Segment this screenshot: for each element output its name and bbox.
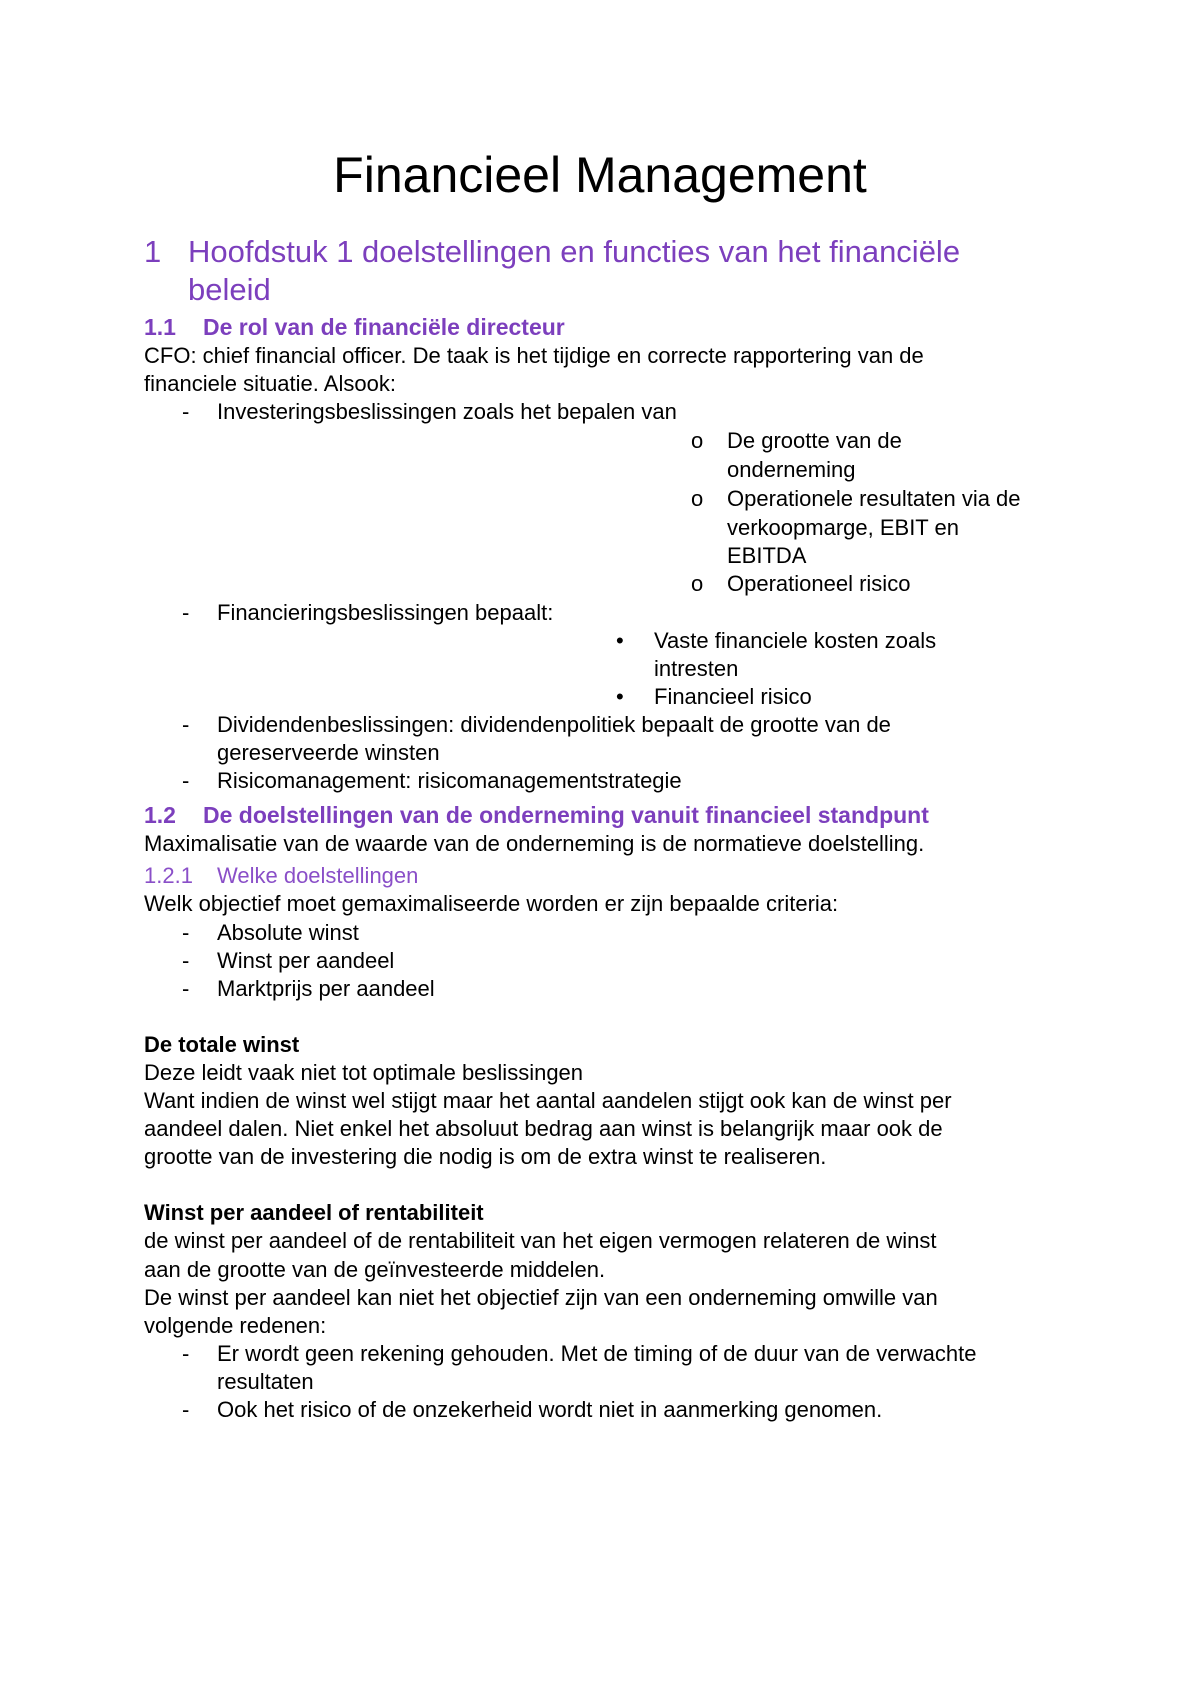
- dash-icon: -: [182, 600, 190, 625]
- list-item: Financieringsbeslissingen bepaalt:: [217, 600, 554, 625]
- bullet-icon: •: [616, 628, 624, 653]
- paragraph-line: aandeel dalen. Niet enkel het absoluut bedrag aan winst is belangrijk maar ook de: [144, 1116, 943, 1141]
- list-item: gereserveerde winsten: [217, 740, 440, 765]
- document-title: Financieel Management: [333, 147, 867, 203]
- paragraph-line: de winst per aandeel of de rentabiliteit van het eigen vermogen relateren de winst: [144, 1228, 937, 1253]
- bold-heading: Winst per aandeel of rentabiliteit: [144, 1200, 484, 1225]
- sub-list-item: EBITDA: [727, 543, 807, 568]
- list-item: Er wordt geen rekening gehouden. Met de timing of de duur van de verwachte: [217, 1341, 977, 1366]
- dash-icon: -: [182, 948, 190, 973]
- dash-icon: -: [182, 1397, 190, 1422]
- dash-icon: -: [182, 976, 190, 1001]
- subsection-number: 1.2.1: [144, 863, 193, 888]
- section-heading: De rol van de financiële directeur: [203, 314, 565, 340]
- paragraph-line: aan de grootte van de geïnvesteerde middelen.: [144, 1257, 606, 1282]
- list-item: Absolute winst: [217, 920, 359, 945]
- sub-list-item: verkoopmarge, EBIT en: [727, 515, 959, 540]
- circle-bullet-icon: o: [691, 428, 704, 453]
- paragraph-line: volgende redenen:: [144, 1313, 327, 1338]
- section-number: 1.1: [144, 314, 176, 340]
- list-item: Marktprijs per aandeel: [217, 976, 435, 1001]
- dash-icon: -: [182, 1341, 190, 1366]
- paragraph-line: De winst per aandeel kan niet het objectief zijn van een onderneming omwille van: [144, 1285, 938, 1310]
- paragraph-line: financiele situatie. Alsook:: [144, 371, 396, 396]
- list-item: Risicomanagement: risicomanagementstrategie: [217, 768, 682, 793]
- chapter-heading-line: Hoofdstuk 1 doelstellingen en functies van het financiële: [188, 234, 961, 269]
- sub-list-item: Operationele resultaten via de: [727, 486, 1021, 511]
- sub-list-item: Vaste financiele kosten zoals: [654, 628, 937, 653]
- chapter-number: 1: [144, 234, 162, 269]
- paragraph-line: CFO: chief financial officer. De taak is het tijdige en correcte rapportering van de: [144, 343, 924, 368]
- dash-icon: -: [182, 768, 190, 793]
- dash-icon: -: [182, 920, 190, 945]
- subsection-heading: Welke doelstellingen: [217, 863, 419, 888]
- sub-list-item: onderneming: [727, 457, 856, 482]
- paragraph-line: Maximalisatie van de waarde van de onderneming is de normatieve doelstelling.: [144, 831, 925, 856]
- chapter-heading-line: beleid: [188, 272, 271, 307]
- paragraph-line: Want indien de winst wel stijgt maar het aantal aandelen stijgt ook kan de winst per: [144, 1088, 952, 1113]
- list-item: Winst per aandeel: [217, 948, 395, 973]
- bullet-icon: •: [616, 684, 624, 709]
- circle-bullet-icon: o: [691, 571, 704, 596]
- list-item: resultaten: [217, 1369, 314, 1394]
- dash-icon: -: [182, 712, 190, 737]
- list-item: Dividendenbeslissingen: dividendenpolitiek bepaalt de grootte van de: [217, 712, 891, 737]
- paragraph-line: Deze leidt vaak niet tot optimale beslissingen: [144, 1060, 584, 1085]
- dash-icon: -: [182, 399, 190, 424]
- circle-bullet-icon: o: [691, 486, 704, 511]
- paragraph-line: grootte van de investering die nodig is om de extra winst te realiseren.: [144, 1144, 827, 1169]
- sub-list-item: De grootte van de: [727, 428, 902, 453]
- sub-list-item: Operationeel risico: [727, 571, 911, 596]
- sub-list-item: Financieel risico: [654, 684, 812, 709]
- section-heading: De doelstellingen van de onderneming vanuit financieel standpunt: [203, 802, 929, 828]
- paragraph-line: Welk objectief moet gemaximaliseerde worden er zijn bepaalde criteria:: [144, 891, 839, 916]
- bold-heading: De totale winst: [144, 1032, 300, 1057]
- list-item: Investeringsbeslissingen zoals het bepalen van: [217, 399, 677, 424]
- list-item: Ook het risico of de onzekerheid wordt niet in aanmerking genomen.: [217, 1397, 883, 1422]
- sub-list-item: intresten: [654, 656, 739, 681]
- section-number: 1.2: [144, 802, 176, 828]
